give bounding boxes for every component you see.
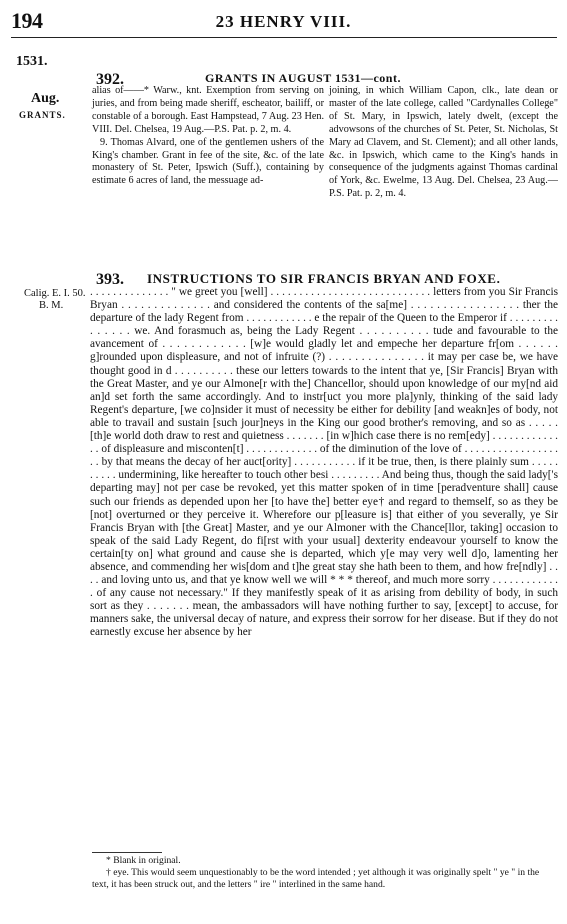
margin-month: Aug. bbox=[31, 91, 60, 106]
section-392-right-column bbox=[329, 85, 558, 201]
section-393-title: INSTRUCTIONS TO SIR FRANCIS BRYAN AND FOXE. bbox=[147, 271, 501, 286]
section-392-title: GRANTS IN AUGUST 1531—cont. bbox=[205, 71, 401, 85]
paragraph: alias of——* Warw., knt. Exemption from serving on juries, and from being made sheriff, escheator, bailiff, or constable of a borough. East Hampstead, 7 Aug. 23 Hen. VIII. Del. Chelsea, 19 Aug.—P.S. Pat. p. 2, m. 4. bbox=[92, 85, 324, 135]
running-head: 23 HENRY VIII. bbox=[215, 12, 352, 31]
footnote-rule bbox=[92, 852, 162, 853]
section-392-left-column bbox=[92, 85, 324, 188]
margin-reference-library: B. M. bbox=[39, 300, 64, 311]
paragraph: 9. Thomas Alvard, one of the gentlemen ushers of the King's chamber. Grant in fee of the site, &c. of the late monastery of St. Peter, Ipswich (Suff.), containing by estimate 6 acres of land, the messuage ad- bbox=[92, 136, 324, 187]
paragraph: joining, in which William Capon, clk., late dean or master of the late college, called "Cardynalles College" of St. Mary, in Ipswich, lately dwelt, (except the advowsons of the churches of St. Peter, St. Nicholas, St Mary ad Clavem, and St. Clement); and all other lands, &c. in Ipswich, which came to the King's hands in consequence of the judgments against Thomas cardinal of York, &c. Ewelme, 13 Aug. Del. Chelsea, 23 Aug.—P.S. Pat. p. 2, m. 4. bbox=[329, 85, 558, 200]
margin-reference: Calig. E. I. 50. bbox=[24, 288, 86, 299]
section-392-number: 392. bbox=[96, 71, 124, 88]
footnote: † eye. This would seem unquestionably to be the word intended ; yet although it was originally spelt " ye " in the text, it has been struck out, and the letters " ire " interlined in the same hand. bbox=[92, 867, 540, 890]
section-393-number: 393. bbox=[96, 271, 124, 288]
footnote: * Blank in original. bbox=[106, 855, 181, 866]
footnotes bbox=[92, 855, 558, 891]
header-rule bbox=[11, 37, 557, 38]
page-number: 194 bbox=[11, 8, 43, 33]
section-393-body: . . . . . . . . . . . . . . " we greet you [well] . . . . . . . . . . . . . . . . . . . . . . . . . . . . letters from you Sir Francis Bryan . . . . . . . . . . . . . . and considered the contents of the sa[me] . . . . . . . . . . . . . . . . . ther the departure of the lady Regent from . . . . . . . . . . . . e the repair of the Queen to the Emperor if . . . . . . . . . . . . . . . we. And forasmuch as, being the Lady Regent . . . . . . . . . . tude and favourable to the avancement of . . . . . . . . . . . . [w]e would gladly let and empeche her departure fr[om . . . . . . g]rounded upon displeasure, and not of infruite (?) . . . . . . . . . . . . . . . it may per case be, we have thought good in d . . . . . . . . . . these our letters towards to the intent that ye, [Sir Francis] Bryan with the Great Master, and ye our Almone[r with the] Chancellor, should upon knowledge of our my[nd aid an]d set forth the same accordingly. And to instr[uct you more pla]ynly, thinking of the said lady Regent's departure, [we co]nsider it must of necessity be either for debility [and weakn]es of body, not able to travail and sustain [such jour]neys in the King our good brother's removing, and so as . . . . . [th]e world doth draw to rest and quietness . . . . . . . [in w]hich case there is no rem[edy] . . . . . . . . . . . . . . of displeasure and misconten[t] . . . . . . . . . . . . . of the diminution of the love of . . . . . . . . . . . . . . . . . . . by that means the decay of her auct[ority] . . . . . . . . . . . if it be true, then, is there plainly sum . . . . . . . . . . undermining, like hereafter to touch other besi . . . . . . . . . And being thus, though the said lady['s departing may] not per case be revoked, yet this matter spoken of in time [peradventure shall] cause such our friends as depended upon her [to have the] better eye† and regard to themself, so as they be [not] overturned or they perceive it. Wherefore our p[leasure is] that either of you severally, ye Sir Francis Bryan with [the Great] Master, and ye our Almoner with the Chance[llor, taking] occasion to speak of the said Lady Regent, do fi[rst with your usual] dexterity endeavour yourself to know the certain[ty on] what ground and cause she is departed, which y[e may very well d]o, lamenting her absence, and commending her wis[dom and t]he great stay she hath been to them, and how fre[ndly] . . . . and loving unto us, and that ye know well we will * * * thereof, and much more sorry . . . . . . . . . . . . . of any cause not necessary." If they manifestly speak of it as arising from debility of body, in such sort as they . . . . . . . mean, the ambassadors will have nothing further to say, [except] to accuse, for manners sake, the universal decay of nature, and express their sorrow for her disease. But if they do not earnestly excuse her absence by her bbox=[90, 286, 558, 639]
margin-grants-label: GRANTS. bbox=[19, 110, 66, 120]
margin-year: 1531. bbox=[16, 54, 48, 69]
